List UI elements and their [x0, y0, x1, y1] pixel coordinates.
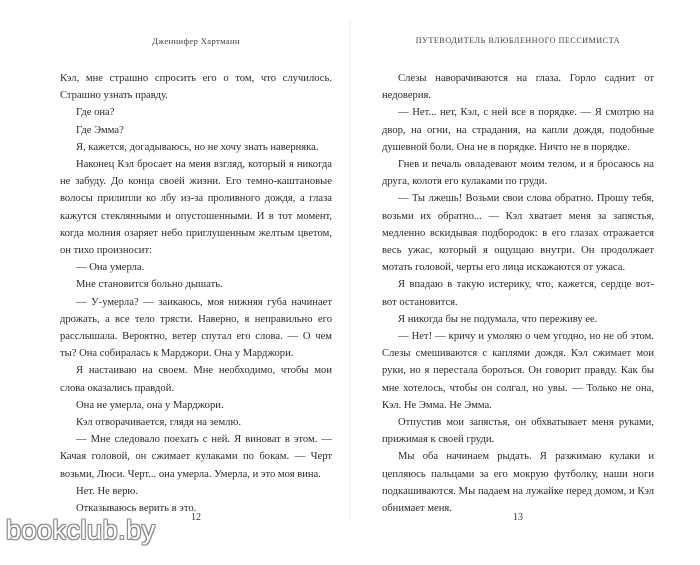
paragraph: Наконец Кэл бросает на меня взгляд, который я никогда не забуду. До конца своей жизни. Его темно-каштановые волосы прилипли ко лбу из-за проливного дождя, а глаза кажутся стеклянными и опустошенными. И в тот момент, когда молния озаряет небо приглушенным желтым цветом, он тихо произносит:	[60, 159, 332, 257]
paragraph: — Ты лжешь! Возьми свои слова обратно. Прошу тебя, возьми их обратно... — Кэл хватает меня за запястья, медленно вскидывая подбородок: в его глазах отражается весь ужас, который я ощущаю внутри. Он продолжает мотать головой, черты его лица искажаются от ужаса.	[382, 193, 654, 274]
paragraph: — Нет! — кричу и умоляю о чем угодно, но не об этом. Слезы смешиваются с каплями дождя. Кэл сжимает мои руки, но я перестала бороться. Он говорит правду. Как бы мне хотелось, чтобы он солгал, но увы. — Только не она, Кэл. Не Эмма. Не Эмма.	[382, 331, 654, 411]
paragraph: Нет. Не верю.	[76, 485, 138, 497]
watermark-logo: bookclub.by	[6, 515, 156, 545]
paragraph: Где Эмма?	[76, 124, 124, 136]
paragraph: — Мне следовало поехать с ней. Я виноват в этом. — Качая головой, он сжимает кулаками по бокам. — Черт возьми, Люси. Черт... она умерла. Умерла, и это моя вина.	[60, 434, 332, 480]
book-gutter	[349, 20, 351, 520]
paragraph: Где она?	[76, 107, 115, 119]
paragraph: Я, кажется, догадываюсь, но не хочу знать наверняка.	[76, 141, 319, 153]
left-page-number: 12	[191, 512, 201, 523]
paragraph: Отказываюсь верить в это.	[76, 503, 197, 515]
right-page-number: 13	[513, 512, 523, 523]
paragraph: Я никогда бы не подумала, что переживу ее.	[398, 313, 598, 325]
paragraph: Кэл отворачивается, глядя на землю.	[76, 417, 242, 429]
paragraph: — У-умерла? — заикаюсь, моя нижняя губа начинает дрожать, а все тело трясти. Наверно, я неправильно его расслышала. Вероятно, ветер спутал его слова. — О чем ты? Она собиралась к Марджори. Она у Марджори.	[60, 296, 332, 360]
paragraph: — Она умерла.	[76, 262, 145, 274]
paragraph: Я впадаю в такую истерику, что, кажется, сердце вот-вот остановится.	[382, 279, 654, 308]
paragraph: Я настаиваю на своем. Мне необходимо, чтобы мои слова оказались правдой.	[60, 365, 332, 394]
left-page-header: Дженнифер Хартманн	[152, 36, 240, 46]
paragraph: Отпустив мои запястья, он обхватывает меня руками, прижимая к своей груди.	[382, 417, 654, 446]
paragraph: Она не умерла, она у Марджори.	[76, 399, 224, 411]
paragraph: — Нет... нет, Кэл, с ней все в порядке. — Я смотрю на двор, на огни, на страдания, на капли дождя, подобные душевной боли. Она не в порядке. Ничто не в порядке.	[382, 107, 654, 153]
right-page-header: ПУТЕВОДИТЕЛЬ ВЛЮБЛЕННОГО ПЕССИМИСТА	[415, 36, 621, 45]
right-page	[382, 36, 654, 523]
left-page	[60, 36, 332, 523]
paragraph: Гнев и печаль овладевают моим телом, и я бросаюсь на друга, колотя его кулаками по груди.	[382, 159, 654, 188]
left-page-text	[60, 70, 332, 517]
paragraph: Мы оба начинаем рыдать. Я разжимаю кулаки и цепляюсь пальцами за его мокрую футболку, наши ноги подкашиваются. Мы падаем на лужайке перед домом, и Кэл обнимает меня.	[382, 451, 654, 515]
paragraph: Кэл, мне страшно спросить его о том, что случилось. Страшно узнать правду.	[60, 73, 332, 102]
paragraph: Мне становится больно дышать.	[76, 279, 223, 291]
right-page-text	[382, 70, 654, 517]
paragraph: Слезы наворачиваются на глаза. Горло саднит от недоверия.	[382, 73, 654, 102]
